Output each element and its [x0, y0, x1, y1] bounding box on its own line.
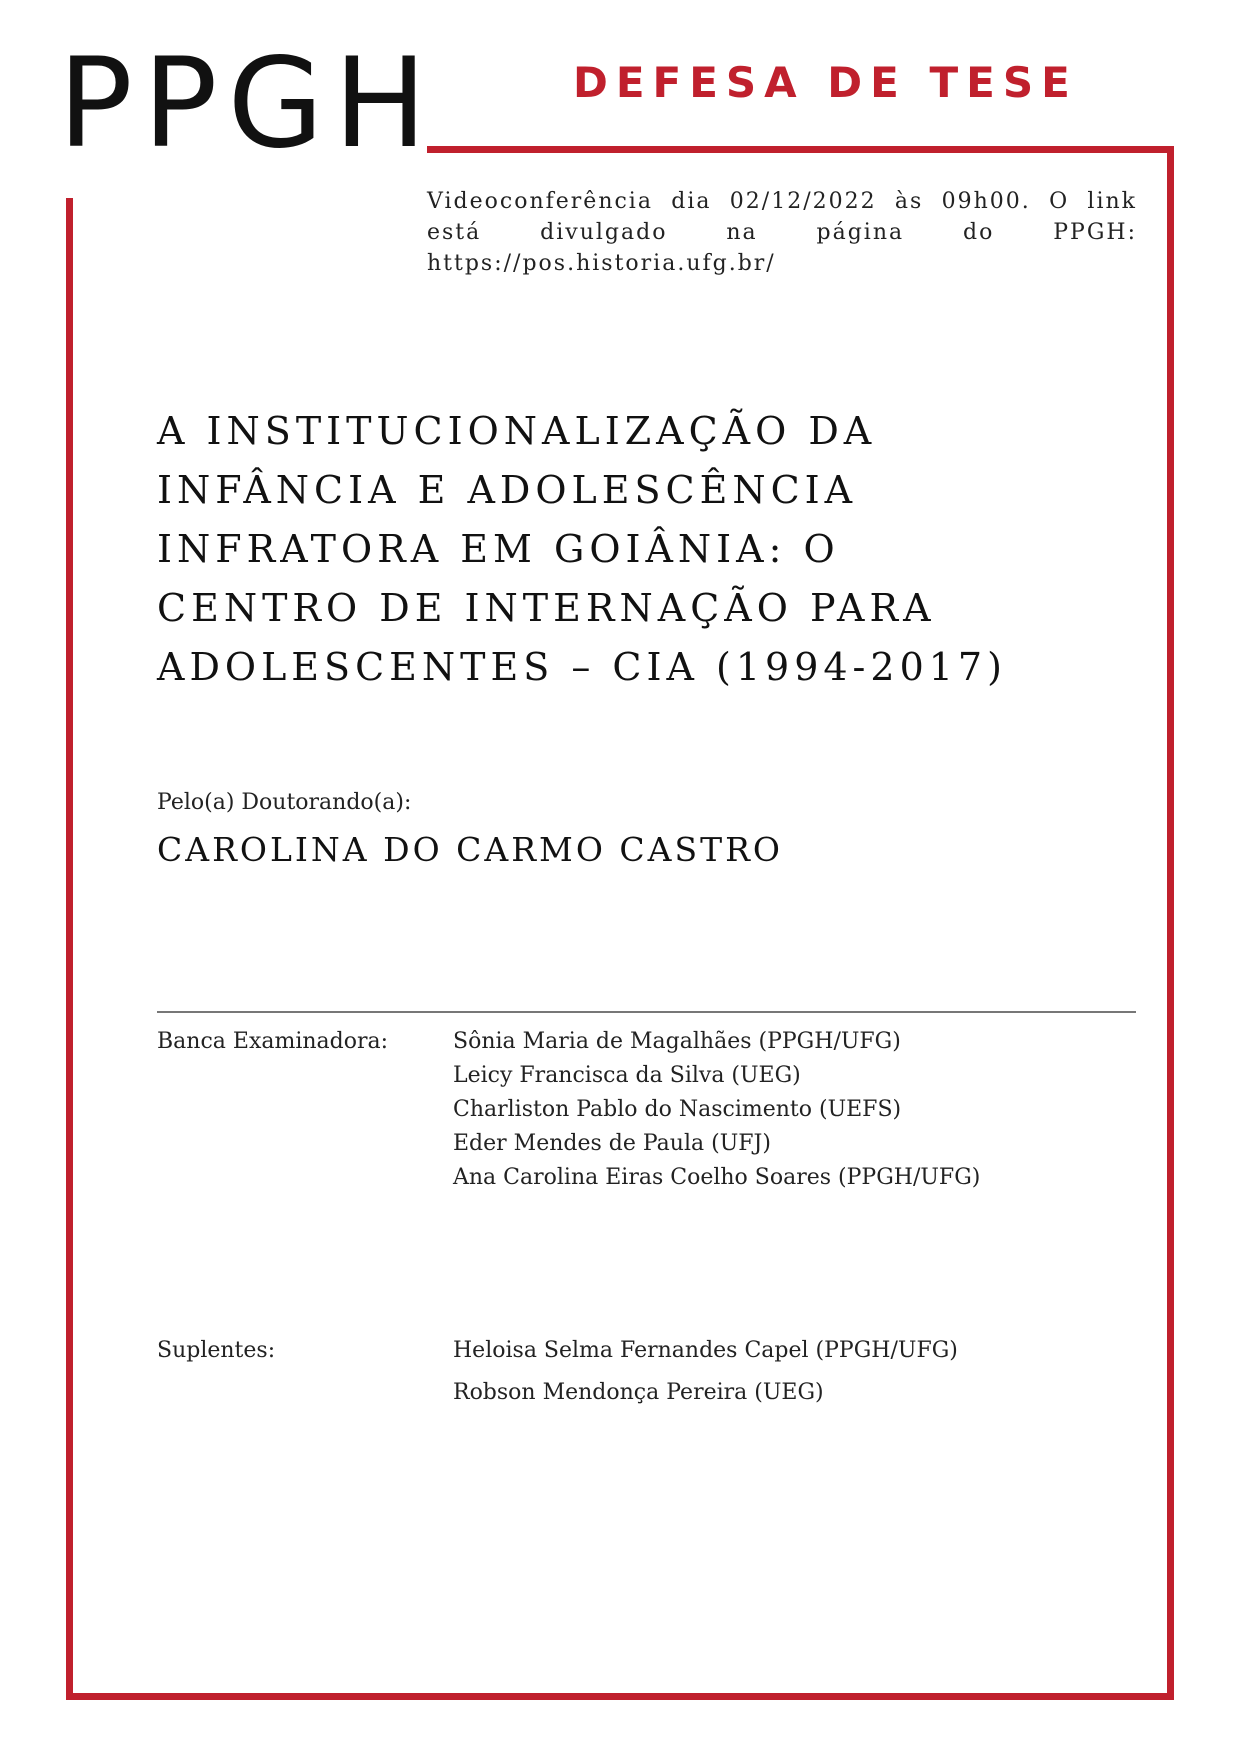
committee-member: Eder Mendes de Paula (UFJ) [453, 1131, 771, 1156]
candidate-name: CAROLINA DO CARMO CASTRO [157, 830, 783, 869]
candidate-label: Pelo(a) Doutorando(a): [157, 790, 412, 815]
section-divider [157, 1011, 1136, 1013]
red-frame [66, 146, 1174, 1700]
thesis-title-line: CENTRO DE INTERNAÇÃO PARA [157, 586, 936, 630]
thesis-title-line: INFRATORA EM GOIÂNIA: O [157, 527, 840, 571]
alternates-list [453, 1330, 958, 1414]
thesis-title-line: A INSTITUCIONALIZAÇÃO DA [157, 409, 877, 453]
committee-member: Sônia Maria de Magalhães (PPGH/UFG) [453, 1029, 901, 1054]
alternates-label: Suplentes: [157, 1338, 276, 1363]
alternate-member: Robson Mendonça Pereira (UEG) [453, 1380, 824, 1405]
committee-member: Charliston Pablo do Nascimento (UEFS) [453, 1097, 902, 1122]
alternate-member: Heloisa Selma Fernandes Capel (PPGH/UFG) [453, 1338, 958, 1363]
red-frame-top-segment [427, 146, 1174, 153]
committee-member: Ana Carolina Eiras Coelho Soares (PPGH/UFG) [453, 1165, 981, 1190]
committee-list [453, 1025, 980, 1195]
committee-member: Leicy Francisca da Silva (UEG) [453, 1063, 801, 1088]
committee-label: Banca Examinadora: [157, 1029, 389, 1054]
thesis-title-line: ADOLESCENTES – CIA (1994-2017) [157, 645, 1007, 689]
event-type-heading: DEFESA DE TESE [573, 58, 1078, 107]
thesis-title-line: INFÂNCIA E ADOLESCÊNCIA [157, 468, 858, 512]
thesis-title [157, 402, 1137, 697]
videoconference-notice: Videoconferência dia 02/12/2022 às 09h00. O link está divulgado na página do PPGH: https://pos.historia.ufg.br/ [427, 189, 1137, 276]
ppgh-logo: PPGH [58, 32, 437, 176]
